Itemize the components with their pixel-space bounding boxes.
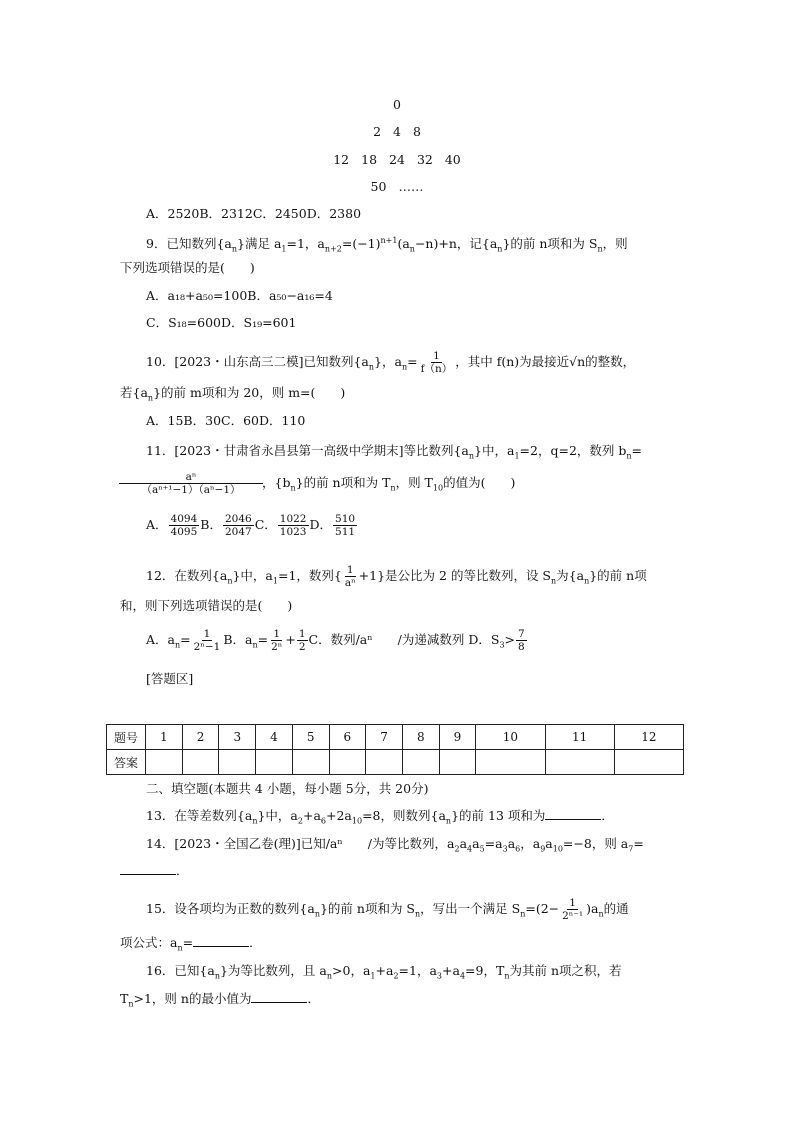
q9-options-cd: C．S₁₈=600D．S₁₉=601 — [146, 315, 297, 330]
q13-answer-blank[interactable] — [545, 807, 601, 820]
q11-stem-line2: $\frac{\text{aⁿ}}{\text{（aⁿ⁺¹−1）（aⁿ−1）}}$ ，$\{b_n\}$的前 n项和为 $T_n$，则 $T_{10}$的值为( ) — [120, 468, 515, 504]
q10-fraction: $\frac{1}{f(n)}$ — [420, 350, 453, 375]
answer-area-label: [答题区] — [146, 671, 194, 686]
number-triangle-row-2 — [0, 124, 794, 139]
q12-option-b-fraction-1: $\frac{1}{\text{2ⁿ}}$ — [271, 628, 283, 653]
triangle-value: 18 — [361, 152, 378, 167]
q10-options: A．15B．30C．60D．110 — [146, 413, 306, 428]
q9-stem: 9．已知数列$\{a_n\}$满足 $a_1=1$，$a_{n+2}=(-1)^{n+1}(a_n-n)+n$，记$\{a_n\}$的前 n项和为 $S_n$，则 — [146, 236, 628, 254]
q15-fraction: $\frac{1}{\text{2ⁿ⁻¹}}$ — [562, 897, 584, 922]
question-number-cell: 6 — [329, 725, 366, 750]
answer-cell[interactable] — [439, 750, 476, 775]
triangle-value: 32 — [416, 152, 433, 167]
triangle-value: 50 — [370, 179, 387, 194]
answer-cell[interactable] — [146, 750, 183, 775]
triangle-value: 2 — [373, 124, 382, 139]
q12-option-d-fraction: $\frac{7}{8}$ — [518, 628, 525, 653]
answer-cell[interactable] — [182, 750, 219, 775]
q15-answer-blank[interactable] — [193, 934, 249, 947]
triangle-value: …… — [398, 179, 424, 194]
q11-stem: 11．[2023・甘肃省永昌县第一高级中学期末]等比数列$\{a_n\}$中，$a_1=2$，q=2，数列 $b_n=$ — [146, 443, 643, 461]
triangle-value: 40 — [444, 152, 461, 167]
answer-cell[interactable] — [329, 750, 366, 775]
q9-stem-line2: 下列选项错误的是( ) — [120, 260, 255, 275]
answer-cell[interactable] — [545, 750, 614, 775]
q15-stem: 15．设各项均为正数的数列$\{a_n\}$的前 n项和为 $S_n$，写出一个满足 $S_n=(2-$ $\frac{1}{\text{2ⁿ⁻¹}}$ )$a_n$的通 — [146, 897, 629, 922]
q11-option-c: $\frac{1022}{1023}$ — [279, 513, 307, 538]
q11-fraction: $\frac{\text{aⁿ}}{\text{（aⁿ⁺¹−1）（aⁿ−1）}}$ — [121, 471, 261, 496]
question-number-cell: 4 — [256, 725, 293, 750]
q13-stem: 13．在等差数列$\{a_n\}$中，$a_2+a_6+2a_{10}=8$，则数列$\{a_n\}$的前 13 项和为 ． — [146, 808, 614, 826]
answer-label: 答案 — [107, 750, 146, 775]
q16-stem: 16．已知$\{a_n\}$为等比数列，且 $a_n>0$，$a_1+a_2=1$，$a_3+a_4=9$，$T_n$为其前 n项之积，若 — [146, 963, 622, 981]
q12-option-b-fraction-2: $\frac{1}{2}$ — [298, 628, 306, 653]
question-number-cell: 7 — [366, 725, 403, 750]
q14-stem-line2: ． — [120, 862, 189, 880]
q12-option-a-fraction: $\frac{1}{\text{2ⁿ−1}}$ — [193, 628, 221, 653]
answer-cell[interactable] — [292, 750, 329, 775]
answer-cell[interactable] — [476, 750, 545, 775]
answer-cell[interactable] — [366, 750, 403, 775]
answer-cell[interactable] — [219, 750, 256, 775]
section-2-heading: 二、填空题(本题共 4 小题，每小题 5分，共 20分) — [146, 781, 429, 796]
answer-table-answer-row — [107, 750, 684, 775]
question-number-cell: 9 — [439, 725, 476, 750]
answer-cell[interactable] — [256, 750, 293, 775]
q12-stem-line2: 和，则下列选项错误的是( ) — [120, 598, 293, 613]
q11-option-d: $\frac{510}{511}$ — [335, 513, 356, 538]
question-number-cell: 8 — [402, 725, 439, 750]
number-triangle-row-1 — [0, 97, 794, 112]
q14-answer-blank[interactable] — [120, 862, 176, 875]
q16-stem-line2: $T_n>1$，则 n的最小值为 ． — [120, 991, 320, 1009]
triangle-value: 24 — [389, 152, 405, 167]
question-number-cell: 12 — [614, 725, 683, 750]
q12-stem: 12．在数列$\{a_n\}$中，$a_1=1$，数列{ $\frac{1}{\text{aⁿ}}$ +1}是公比为 2 的等比数列，设 $S_n$为$\{a_n\}$的前 n项 — [146, 564, 647, 589]
q10-stem: 10．[2023・山东高三二模]已知数列$\{a_n\}$，$a_n=$ $\frac{1}{f(n)}$ ，其中 f(n)为最接近√n的整数， — [146, 350, 636, 375]
question-number-cell: 11 — [545, 725, 614, 750]
number-triangle-row-3 — [0, 152, 794, 167]
q8-options: A．2520B．2312C．2450D．2380 — [146, 206, 362, 221]
q10-stem-line2: 若$\{a_n\}$的前 m项和为 20，则 m=( ) — [120, 385, 346, 403]
q12-fraction: $\frac{1}{\text{aⁿ}}$ — [344, 564, 356, 589]
q12-options: A．$a_n=$ $\frac{1}{\text{2ⁿ−1}}$ B．$a_n=$ $\frac{1}{\text{2ⁿ}}$ + $\frac{1}{2}$ C．数列/aⁿ /为递减数列 D．$S_3>$ $\frac{7}{8}$ — [146, 628, 525, 653]
question-number-cell: 2 — [182, 725, 219, 750]
triangle-value: 0 — [393, 97, 401, 112]
answer-table — [106, 724, 684, 775]
triangle-value: 12 — [333, 152, 350, 167]
q15-stem-line2: 项公式：$a_n=$ ． — [120, 935, 262, 953]
answer-cell[interactable] — [614, 750, 683, 775]
answer-table-header-row — [107, 725, 684, 750]
number-triangle-row-4 — [0, 179, 794, 194]
q14-stem: 14．[2023・全国乙卷(理)]已知/aⁿ /为等比数列，$a_2a_4a_5=a_3a_6$，$a_9a_{10}=-8$，则 $a_7=$ — [146, 836, 644, 854]
question-number-cell: 1 — [146, 725, 183, 750]
q11-option-a: $\frac{4094}{4095}$ — [170, 513, 198, 538]
question-number-cell: 3 — [219, 725, 256, 750]
q16-answer-blank[interactable] — [251, 990, 307, 1003]
answer-cell[interactable] — [402, 750, 439, 775]
question-number-cell: 5 — [292, 725, 329, 750]
q11-options: A． $\frac{4094}{4095}$ B． $\frac{2046}{2047}$ C． $\frac{1022}{1023}$ D． $\frac{510}{511}$ — [146, 513, 356, 538]
q9-options-ab: A．a₁₈+a₅₀=100B．a₅₀−a₁₆=4 — [146, 288, 333, 303]
question-number-cell: 10 — [476, 725, 545, 750]
question-number-label: 题号 — [107, 725, 146, 750]
triangle-value: 8 — [412, 124, 421, 139]
q11-option-b: $\frac{2046}{2047}$ — [224, 513, 252, 538]
triangle-value: 4 — [393, 124, 401, 139]
